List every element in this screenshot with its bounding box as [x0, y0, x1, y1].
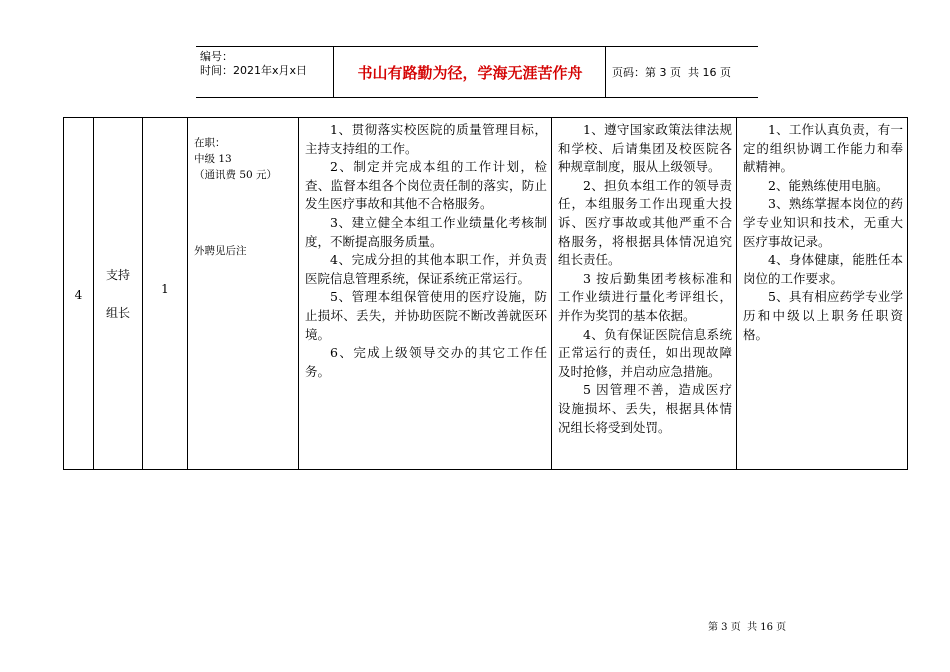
- duty-item: 3、建立健全本组工作业绩量化考核制度，不断提高服务质量。: [305, 214, 547, 249]
- duty-item: 4、完成分担的其他本职工作，并负责医院信息管理系统，保证系统正常运行。: [305, 252, 547, 286]
- duties-cell: [299, 118, 552, 470]
- document-time-label: 时间：2021年x月x日: [200, 64, 308, 77]
- terms-line-4: 外聘见后注: [194, 245, 247, 257]
- duty-item: 2、制定并完成本组的工作计划，检查、监督本组各个岗位责任制的落实，防止发生医疗事故和其他不合格服务。: [305, 159, 547, 212]
- duty-item: 6、完成上级领导交办的其它工作任务。: [305, 345, 547, 379]
- requirements-cell: [737, 118, 908, 470]
- page-header: [196, 46, 758, 98]
- responsibilities-cell: [552, 118, 737, 470]
- requirement-item: 4、身体健康，能胜任本岗位的工作要求。: [743, 252, 903, 286]
- responsibility-item: 3 按后勤集团考核标准和工作业绩进行量化考评组长，并作为奖罚的基本依据。: [558, 270, 732, 323]
- position-name-line2: 组长: [105, 305, 130, 320]
- responsibility-item: 5 因管理不善，造成医疗设施损坏、丢失，根据具体情况组长将受到处罚。: [558, 382, 732, 435]
- headcount: 1: [161, 282, 169, 296]
- header-meta: [196, 47, 334, 97]
- row-number-cell: [64, 118, 94, 470]
- terms-line-2: 中级 13: [194, 153, 232, 165]
- position-name-cell: [94, 118, 143, 470]
- headcount-cell: [143, 118, 188, 470]
- requirement-item: 1、工作认真负责，有一定的组织协调工作能力和奉献精神。: [743, 122, 903, 175]
- page-footer: 第 3 页 共 16 页: [708, 622, 787, 633]
- terms-line-3: （通讯费 50 元）: [194, 169, 278, 181]
- job-description-table: [63, 117, 908, 470]
- duty-item: 1、贯彻落实校医院的质量管理目标，主持支持组的工作。: [305, 122, 547, 156]
- table-row: [64, 118, 908, 470]
- responsibility-item: 4、负有保证医院信息系统正常运行的责任，如出现故障及时抢修，并启动应急措施。: [558, 326, 732, 379]
- header-page-label: 页码：第 3 页 共 16 页: [612, 66, 731, 79]
- header-page-info: [606, 47, 758, 97]
- requirement-item: 3、熟练掌握本岗位的药学专业知识和技术，无重大医疗事故记录。: [743, 196, 903, 249]
- header-motto: 书山有路勤为径，学海无涯苦作舟: [335, 47, 606, 97]
- requirement-item: 2、能熟练使用电脑。: [768, 177, 889, 193]
- terms-line-1: 在职：: [194, 137, 226, 149]
- responsibility-item: 1、遵守国家政策法律法规和学校、后请集团及校医院各种规章制度，服从上级领导。: [558, 122, 732, 175]
- position-name-line1: 支持: [105, 267, 130, 282]
- requirement-item: 5、具有相应药学专业学历和中级以上职务任职资格。: [743, 289, 903, 342]
- row-number: 4: [74, 288, 83, 302]
- duty-item: 5、管理本组保管使用的医疗设施，防止损坏、丢失，并协助医院不断改善就医环境。: [305, 289, 547, 342]
- employment-terms-cell: [188, 118, 299, 470]
- document-number-label: 编号：: [200, 50, 233, 63]
- responsibility-item: 2、担负本组工作的领导责任，本组服务工作出现重大投诉、医疗事故或其他严重不合格服务，将根据具体情况追究组长责任。: [558, 177, 732, 268]
